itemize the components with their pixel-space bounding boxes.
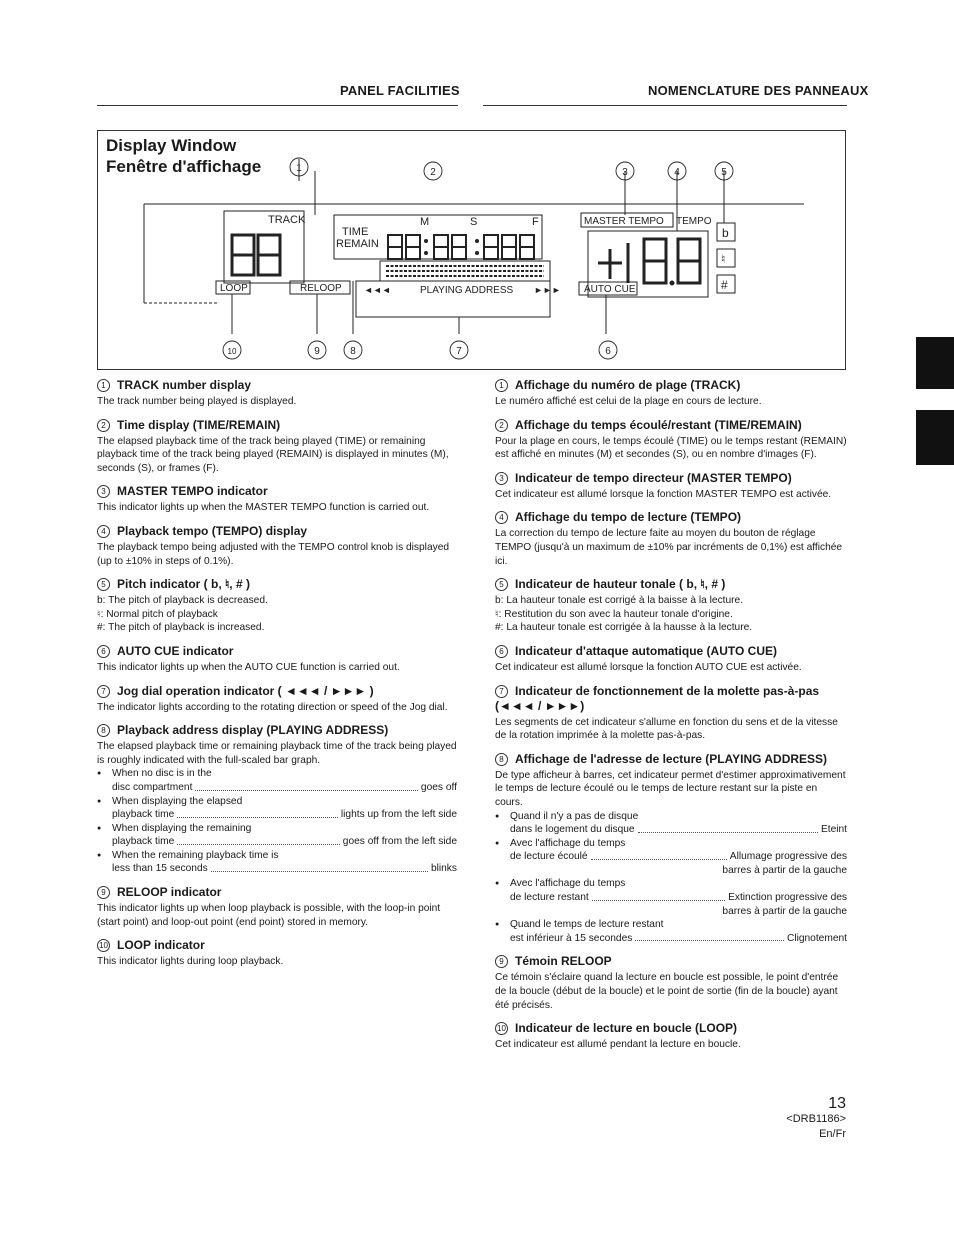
section-item (97, 577, 457, 635)
bullet-item: ● When the remaining playback time is (97, 849, 457, 863)
section-title: Playback address display (PLAYING ADDRESS) (117, 723, 389, 738)
callout-number: 7 (495, 685, 508, 698)
section-item (97, 644, 457, 675)
dot-leader (591, 850, 727, 860)
section-line: b: The pitch of playback is decreased. (97, 595, 268, 607)
dotted-row-value: goes off from the left side (342, 836, 457, 848)
section-heading (495, 752, 847, 767)
section-item (97, 723, 457, 876)
dotted-row-value: Clignotement (786, 932, 847, 944)
master-tempo-label: MASTER TEMPO (584, 216, 664, 227)
dot-leader (177, 808, 338, 818)
page-number: 13 (828, 1095, 846, 1112)
dotted-row (495, 932, 847, 946)
playing-address-label: PLAYING ADDRESS (420, 285, 514, 296)
section-title: Affichage du temps écoulé/restant (TIME/REMAIN) (515, 417, 802, 432)
callout-number: 10 (495, 1022, 508, 1035)
section-item (97, 418, 457, 476)
section-body: This indicator lights up when loop playback is possible, with the loop-in point (start point) and loop-out point (end point) stored in memory. (97, 903, 441, 928)
natural-indicator: ♮ (721, 252, 726, 266)
callout-number: 1 (97, 379, 110, 392)
section-heading (97, 577, 457, 592)
section-body: The track number being played is displayed. (97, 396, 297, 407)
callout-number: 6 (495, 645, 508, 658)
dotted-row-value: blinks (430, 863, 457, 875)
bullet-item: ● Avec l'affichage du temps (495, 877, 847, 891)
section-heading (97, 644, 457, 659)
language-code: En/Fr (819, 1128, 846, 1140)
french-column (495, 378, 847, 1061)
section-title: Jog dial operation indicator ( ◄◄◄ / ►►► ) (117, 683, 374, 698)
callout-7: 7 (456, 346, 462, 357)
dotted-row (97, 808, 457, 822)
dotted-row (97, 835, 457, 849)
display-window-box (97, 130, 846, 370)
english-column (97, 378, 457, 978)
section-body: The indicator lights according to the rotating direction or speed of the Jog dial. (97, 701, 448, 713)
bullet-item: ● When no disc is in the (97, 767, 457, 781)
section-title: Témoin RELOOP (515, 954, 612, 969)
section-heading (495, 418, 847, 433)
dotted-row-value: Allumage progressive des (729, 851, 847, 863)
section-item (495, 752, 847, 946)
section-heading (495, 471, 847, 486)
section-title: Indicateur de hauteur tonale ( b, ♮, # ) (515, 577, 726, 592)
section-item (495, 577, 847, 635)
dot-leader (211, 862, 428, 872)
dotted-row-label: de lecture écoulé (510, 851, 588, 863)
dot-leader (592, 891, 725, 901)
header-right-title: NOMENCLATURE DES PANNEAUX (648, 83, 869, 98)
dotted-row-continuation: barres à partir de la gauche (722, 864, 847, 876)
section-heading (495, 644, 847, 659)
section-body: La correction du tempo de lecture faite au moyen du bouton de réglage TEMPO (jusqu'à un maximum de ±10% par incréments de 0,1%) est affichée ici. (495, 528, 843, 567)
section-title: Playback tempo (TEMPO) display (117, 523, 308, 538)
section-heading (495, 954, 847, 969)
dot-leader (635, 932, 784, 942)
track-label: TRACK (268, 214, 306, 226)
section-heading (97, 684, 457, 699)
section-body: Cet indicateur est allumé lorsque la fonction AUTO CUE est activée. (495, 661, 802, 673)
section-body: The playback tempo being adjusted with the TEMPO control knob is displayed (up to ±10% in steps of 0.1%). (97, 541, 450, 567)
callout-number: 2 (495, 419, 508, 432)
callout-4: 4 (674, 167, 680, 178)
dotted-row-label: dans le logement du disque (510, 824, 635, 836)
section-heading (97, 484, 457, 499)
dot-leader (638, 823, 818, 833)
section-tab (916, 337, 954, 389)
callout-8: 8 (350, 346, 356, 357)
section-title: Affichage du numéro de plage (TRACK) (515, 378, 741, 392)
display-window-title-fr: Fenêtre d'affichage (106, 157, 262, 176)
dotted-row-value: Eteint (820, 824, 847, 836)
callout-5: 5 (721, 167, 727, 178)
section-body: This indicator lights during loop playback. (97, 956, 284, 968)
section-item (97, 938, 457, 969)
section-heading (495, 684, 847, 714)
section-heading (495, 378, 847, 393)
section-heading (97, 418, 457, 433)
bullet-item: ● When displaying the elapsed (97, 795, 457, 809)
dotted-row-label: less than 15 seconds (112, 863, 208, 875)
frames-label: F (532, 216, 539, 228)
dotted-row-value: lights up from the left side (340, 809, 457, 821)
bullet-item: ● Quand le temps de lecture restant (495, 918, 847, 932)
callout-3: 3 (622, 167, 628, 178)
section-item (97, 524, 457, 568)
sharp-indicator: # (721, 278, 728, 292)
callout-number: 1 (495, 379, 508, 392)
section-body: The elapsed playback time or remaining playback time of the track being played is roughly indicated with the full-scaled bar graph. (97, 741, 457, 766)
section-item (495, 954, 847, 1012)
time-label: TIME (342, 226, 369, 238)
callout-number: 5 (495, 578, 508, 591)
section-body: De type afficheur à barres, cet indicateur permet d'estimer approximativement le temps de lecture écoulé ou le temps de lecture restant sur la piste en cours. (495, 769, 846, 808)
section-title: Affichage de l'adresse de lecture (PLAYING ADDRESS) (515, 751, 828, 766)
dotted-row-value: Extinction progressive des (728, 892, 847, 904)
dotted-row (495, 891, 847, 905)
section-title: Affichage du tempo de lecture (TEMPO) (515, 510, 742, 525)
dot-leader (177, 835, 340, 845)
flat-indicator: b (722, 226, 729, 240)
jog-fwd-indicator: ►►► (534, 285, 561, 295)
callout-number: 3 (495, 472, 508, 485)
dotted-row-label: de lecture restant (510, 892, 589, 904)
section-title: TRACK number display (117, 378, 252, 392)
callout-9: 9 (314, 346, 320, 357)
callout-number: 9 (495, 955, 508, 968)
tempo-label: TEMPO (676, 216, 712, 227)
dotted-row-continuation: barres à partir de la gauche (722, 905, 847, 917)
section-body: Cet indicateur est allumé pendant la lecture en boucle. (495, 1039, 741, 1051)
header-rule-left (97, 105, 458, 106)
section-body: Le numéro affiché est celui de la plage en cours de lecture. (495, 396, 762, 407)
minutes-label: M (420, 216, 430, 228)
callout-number: 3 (97, 485, 110, 498)
section-title: LOOP indicator (117, 938, 205, 953)
dotted-row (495, 823, 847, 837)
callout-number: 8 (495, 753, 508, 766)
section-heading (97, 885, 457, 900)
callout-number: 5 (97, 578, 110, 591)
section-title: AUTO CUE indicator (117, 643, 234, 658)
section-item (495, 471, 847, 502)
section-item (495, 510, 847, 568)
dotted-row-value: goes off (420, 781, 457, 793)
dotted-row-label: playback time (112, 836, 175, 848)
section-body: The elapsed playback time of the track being played (TIME) or remaining playback time of the track being played (REMAIN) is displayed in minutes (M), seconds (S), or frames (F). (97, 435, 449, 474)
section-body: This indicator lights up when the MASTER TEMPO function is carried out. (97, 502, 430, 514)
header-rule-right (483, 105, 847, 106)
dotted-row (495, 850, 847, 864)
callout-number: 8 (97, 724, 110, 737)
auto-cue-label: AUTO CUE (584, 284, 636, 295)
dotted-row (97, 862, 457, 876)
doc-code: <DRB1186> (786, 1113, 846, 1125)
loop-label: LOOP (220, 283, 248, 294)
section-body: This indicator lights up when the AUTO CUE function is carried out. (97, 661, 400, 673)
section-line: b: La hauteur tonale est corrigé à la baisse à la lecture. (495, 595, 744, 607)
section-line: ♮: Restitution du son avec la hauteur tonale d'origine. (495, 608, 733, 620)
section-item (495, 644, 847, 675)
section-item (495, 418, 847, 462)
section-title: Indicateur de fonctionnement de la molette pas-à-pas (◄◄◄ / ►►►) (495, 683, 820, 713)
section-item (97, 484, 457, 515)
section-title: Indicateur d'attaque automatique (AUTO CUE) (515, 643, 777, 658)
callout-number: 4 (495, 511, 508, 524)
section-item (97, 885, 457, 929)
section-heading (495, 577, 847, 592)
section-line: ♮: Normal pitch of playback (97, 608, 218, 620)
section-heading (97, 723, 457, 738)
jog-rev-indicator: ◄◄◄ (364, 285, 391, 295)
section-item (495, 1021, 847, 1052)
section-heading (97, 378, 457, 393)
section-title: Time display (TIME/REMAIN) (117, 417, 281, 432)
header-left-title: PANEL FACILITIES (340, 83, 460, 98)
section-body: Ce témoin s'éclaire quand la lecture en boucle est possible, le point d'entrée de la boucle (début de la boucle) et le point de sortie (fin de la boucle) ayant été précisés. (495, 972, 839, 1011)
bullet-item: ● Quand il n'y a pas de disque (495, 810, 847, 824)
section-title: MASTER TEMPO indicator (117, 484, 268, 499)
section-body: Les segments de cet indicateur s'allume en fonction du sens et de la vitesse de la rotation imprimée à la molette pas-à-pas. (495, 716, 838, 742)
dotted-row-label: est inférieur à 15 secondes (510, 932, 633, 944)
callout-2: 2 (430, 167, 436, 178)
section-title: Indicateur de tempo directeur (MASTER TEMPO) (515, 470, 792, 485)
reloop-label: RELOOP (300, 283, 342, 294)
section-item (495, 378, 847, 409)
callout-number: 4 (97, 525, 110, 538)
section-item (495, 684, 847, 743)
section-item (97, 684, 457, 715)
display-window-diagram (98, 131, 845, 369)
callout-number: 2 (97, 419, 110, 432)
callout-1: 1 (296, 163, 302, 174)
callout-10: 10 (227, 347, 237, 356)
section-title: Indicateur de lecture en boucle (LOOP) (515, 1021, 738, 1036)
callout-number: 10 (97, 939, 110, 952)
section-tab (916, 410, 954, 465)
section-line: #: La hauteur tonale est corrigée à la hausse à la lecture. (495, 622, 753, 634)
bullet-item: ● Avec l'affichage du temps (495, 837, 847, 851)
display-window-title-en: Display Window (106, 136, 237, 155)
section-heading (495, 1021, 847, 1036)
remain-label: REMAIN (336, 238, 379, 250)
section-title: RELOOP indicator (117, 885, 222, 900)
dotted-row-label: playback time (112, 809, 175, 821)
callout-number: 9 (97, 886, 110, 899)
section-body: Cet indicateur est allumé lorsque la fonction MASTER TEMPO est activée. (495, 488, 832, 500)
section-heading (97, 938, 457, 953)
section-title: Pitch indicator ( b, ♮, # ) (117, 577, 250, 592)
callout-6: 6 (605, 346, 611, 357)
bullet-item: ● When displaying the remaining (97, 822, 457, 836)
section-heading (495, 510, 847, 525)
section-body: Pour la plage en cours, le temps écoulé (TIME) ou le temps restant (REMAIN) est affiché en minutes (M) et secondes (S), ou en nombre d'images (F). (495, 435, 847, 461)
section-item (97, 378, 457, 409)
dot-leader (195, 781, 418, 791)
section-line: #: The pitch of playback is increased. (97, 622, 265, 634)
dotted-row-label: disc compartment (112, 781, 193, 793)
callout-number: 6 (97, 645, 110, 658)
seconds-label: S (470, 216, 478, 228)
dotted-row (97, 781, 457, 795)
section-heading (97, 524, 457, 539)
callout-number: 7 (97, 685, 110, 698)
